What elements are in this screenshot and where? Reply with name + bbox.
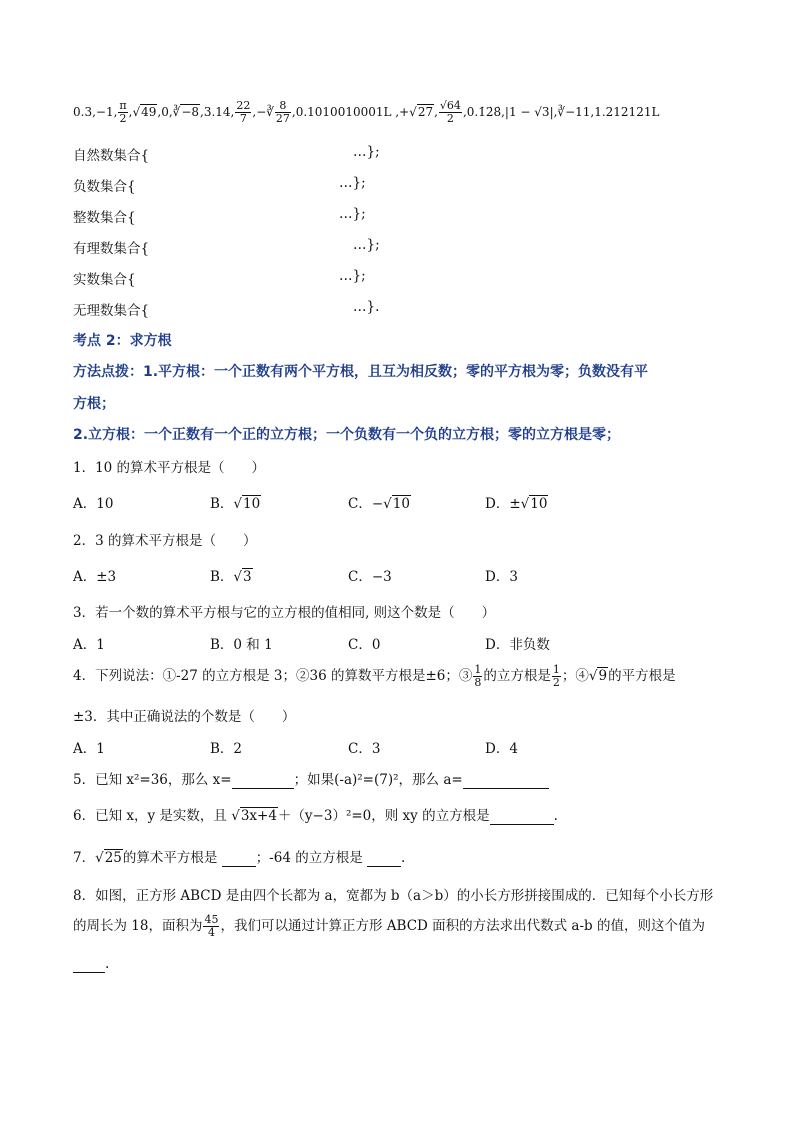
- q3-option-b[interactable]: B．0 和 1: [210, 637, 273, 653]
- question-4-stem: 4．下列说法：①-27 的立方根是 3；②36 的算数平方根是±6；③ $\frac{1}{8}$ 的立方根是 $\frac{1}{2}$ ；④√9的平方根是: [73, 663, 676, 690]
- answer-blank-sqrt[interactable]: [222, 850, 256, 867]
- method-line-3: 2.立方根：一个正数有一个正的立方根；一个负数有一个负的立方根；零的立方根是零；: [73, 427, 621, 443]
- question-2-stem: 2．3 的算术平方根是（ ）: [73, 533, 257, 549]
- section-title: 考点 2：求方根: [73, 333, 172, 349]
- fraction-sqrt64-over-2: $\frac{√64}{2}$: [439, 99, 461, 126]
- question-3-stem: 3．若一个数的算术平方根与它的立方根的值相同, 则这个数是（ ）: [73, 605, 496, 621]
- number-list: 0.3,−1, $\frac{\pi}{2}$ ,√49,0,∛−8,3.14, $\frac{22}{7}$ ,−∛ $\frac{8}{27}$ ,0.1010010001L ,+√27, $\frac{√64}{2}$ ,0.1̇2̇8̇,|1 − √3|,∛−11,1.212121L: [73, 99, 660, 126]
- question-8-line-3: .: [73, 956, 109, 973]
- q3-option-a[interactable]: A．1: [73, 637, 105, 653]
- fraction-45-over-4: $\frac{45}{4}$: [204, 913, 219, 940]
- answer-blank-a[interactable]: [463, 772, 549, 789]
- set-irrational: 无理数集合{ …}.: [73, 299, 380, 319]
- answer-blank-a-minus-b[interactable]: [73, 956, 105, 973]
- fraction-22-over-7: $\frac{22}{7}$: [236, 99, 251, 126]
- question-1-stem: 1．10 的算术平方根是（ ）: [73, 460, 266, 476]
- q4-option-c[interactable]: C．3: [348, 741, 381, 757]
- question-4-stem-line-2: ±3．其中正确说法的个数是（ ）: [73, 709, 296, 725]
- q4-option-a[interactable]: A．1: [73, 741, 105, 757]
- answer-blank-cube-root[interactable]: [490, 808, 554, 825]
- question-6: 6．已知 x，y 是实数，且 √3x+4＋（y−3）²=0，则 xy 的立方根是 .: [73, 808, 558, 824]
- q1-option-d[interactable]: D．±√10: [485, 496, 548, 512]
- method-line-2: 方根；: [73, 396, 115, 412]
- q2-option-d[interactable]: D．3: [485, 569, 518, 585]
- q3-option-c[interactable]: C．0: [348, 637, 381, 653]
- set-natural: 自然数集合{ …};: [73, 144, 380, 164]
- fraction-1-over-8: $\frac{1}{8}$: [474, 663, 482, 690]
- set-negative: 负数集合{ …};: [73, 175, 366, 195]
- answer-blank-x[interactable]: [232, 772, 294, 789]
- q3-option-d[interactable]: D．非负数: [485, 637, 550, 653]
- set-real: 实数集合{ …};: [73, 268, 366, 288]
- method-line-1: 方法点拨：1.平方根：一个正数有两个平方根，且互为相反数；零的平方根为零；负数没有平: [73, 364, 649, 380]
- question-8-line-1: 8．如图，正方形 ABCD 是由四个长都为 a，宽都为 b（a＞b）的小长方形拼接围成的．已知每个小长方形: [73, 888, 714, 904]
- question-5: 5．已知 x²=36，那么 x= ；如果(-a)²=(7)²，那么 a=: [73, 768, 549, 789]
- q2-option-a[interactable]: A．±3: [73, 569, 117, 585]
- set-integer: 整数集合{ …};: [73, 206, 366, 226]
- q1-option-c[interactable]: C．−√10: [348, 496, 410, 512]
- fraction-8-over-27: $\frac{8}{27}$: [275, 99, 290, 126]
- q1-option-a[interactable]: A．10: [73, 496, 114, 512]
- q4-option-d[interactable]: D．4: [485, 741, 518, 757]
- answer-blank-cube[interactable]: [367, 850, 401, 867]
- fraction-pi-over-2: $\frac{\pi}{2}$: [119, 99, 127, 126]
- q1-option-b[interactable]: B．√10: [210, 496, 261, 512]
- q2-option-c[interactable]: C．−3: [348, 569, 392, 585]
- question-8-line-2: 的周长为 18，面积为 $\frac{45}{4}$ ，我们可以通过计算正方形 ABCD 面积的方法求出代数式 a-b 的值，则这个值为: [73, 913, 705, 940]
- set-rational: 有理数集合{ …};: [73, 237, 380, 257]
- q4-option-b[interactable]: B．2: [210, 741, 243, 757]
- question-7: 7．√25的算术平方根是 ；-64 的立方根是 .: [73, 850, 406, 866]
- q2-option-b[interactable]: B．√3: [210, 569, 252, 585]
- fraction-1-over-2: $\frac{1}{2}$: [552, 663, 560, 690]
